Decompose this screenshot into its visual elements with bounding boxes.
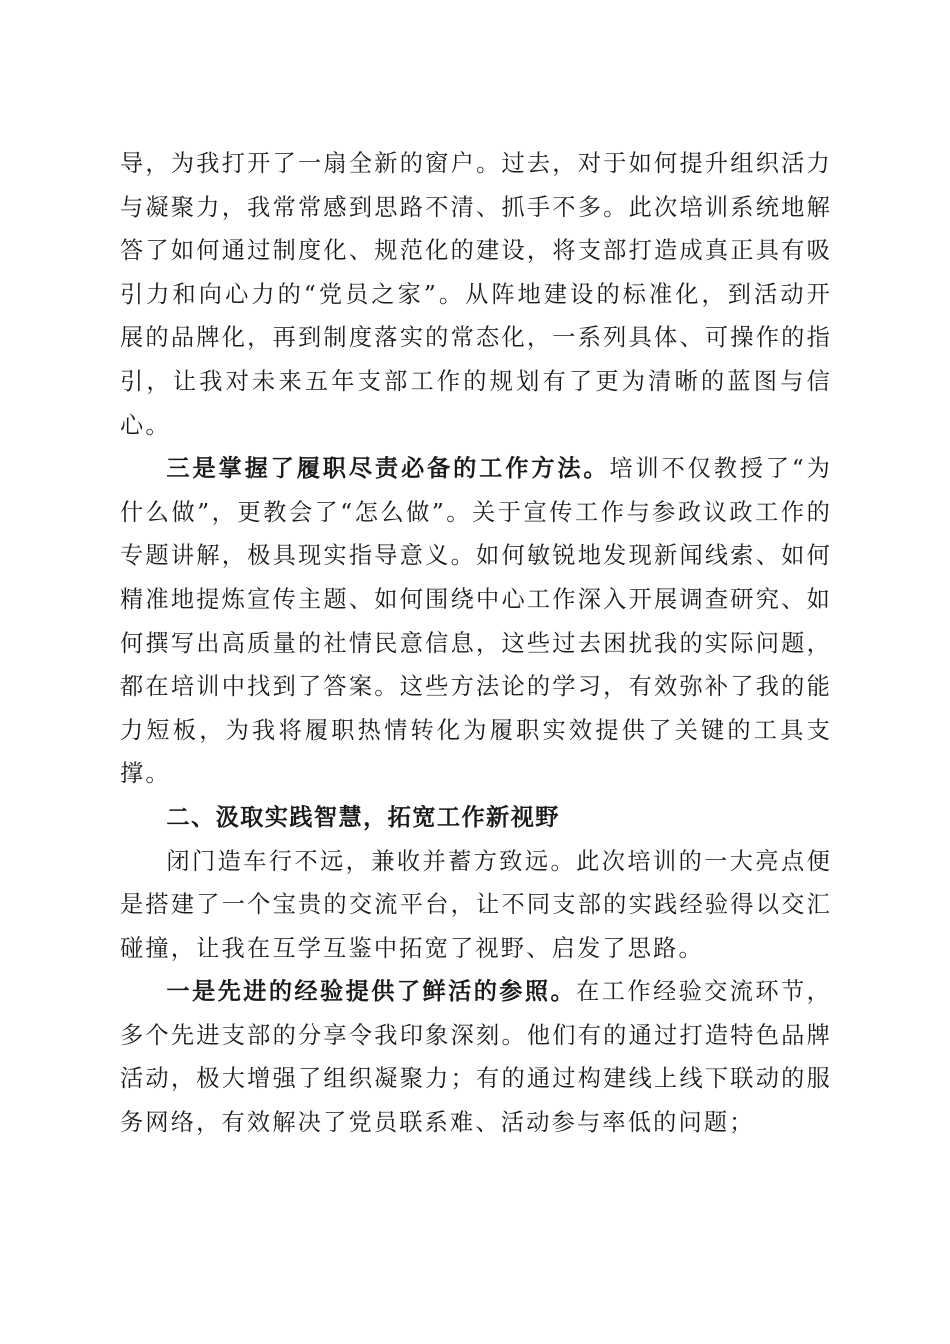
paragraph-text: 培训不仅教授了“为什么做”，更教会了“怎么做”。关于宣传工作与参政议政工作的专题讲解，极具现实指导意义。如何敏锐地发现新闻线索、如何精准地提炼宣传主题、如何围绕中心工作深入开展调查研究、如何撰写出高质量的社情民意信息，这些过去困扰我的实际问题，都在培训中找到了答案。这些方法论的学习，有效弥补了我的能力短板，为我将履职热情转化为履职实效提供了关键的工具支撑。: [120, 455, 833, 788]
section-heading: 二、汲取实践智慧，拓宽工作新视野: [166, 803, 560, 831]
paragraph-section-intro: [120, 840, 832, 971]
paragraph-point-one: [120, 970, 832, 1144]
paragraph-text: 在工作经验交流环节，多个先进支部的分享令我印象深刻。他们有的通过打造特色品牌活动，极大增强了组织凝聚力；有的通过构建线上线下联动的服务网络，有效解决了党员联系难、活动参与率低的问题；: [120, 978, 833, 1137]
paragraph-point-three: [120, 447, 832, 796]
paragraph-text: 闭门造车行不远，兼收并蓄方致远。此次培训的一大亮点便是搭建了一个宝贵的交流平台，让不同支部的实践经验得以交汇碰撞，让我在互学互鉴中拓宽了视野、启发了思路。: [120, 847, 832, 962]
paragraph-lead: 一是先进的经验提供了鲜活的参照。: [166, 978, 577, 1006]
paragraph-lead: 三是掌握了履职尽责必备的工作方法。: [166, 455, 610, 483]
paragraph-continuation: [120, 142, 832, 447]
document-body: [120, 142, 832, 1145]
paragraph-text: 导，为我打开了一扇全新的窗户。过去，对于如何提升组织活力与凝聚力，我常常感到思路不清、抓手不多。此次培训系统地解答了如何通过制度化、规范化的建设，将支部打造成真正具有吸引力和向心力的“党员之家”。从阵地建设的标准化，到活动开展的品牌化，再到制度落实的常态化，一系列具体、可操作的指引，让我对未来五年支部工作的规划有了更为清晰的蓝图与信心。: [120, 150, 832, 439]
